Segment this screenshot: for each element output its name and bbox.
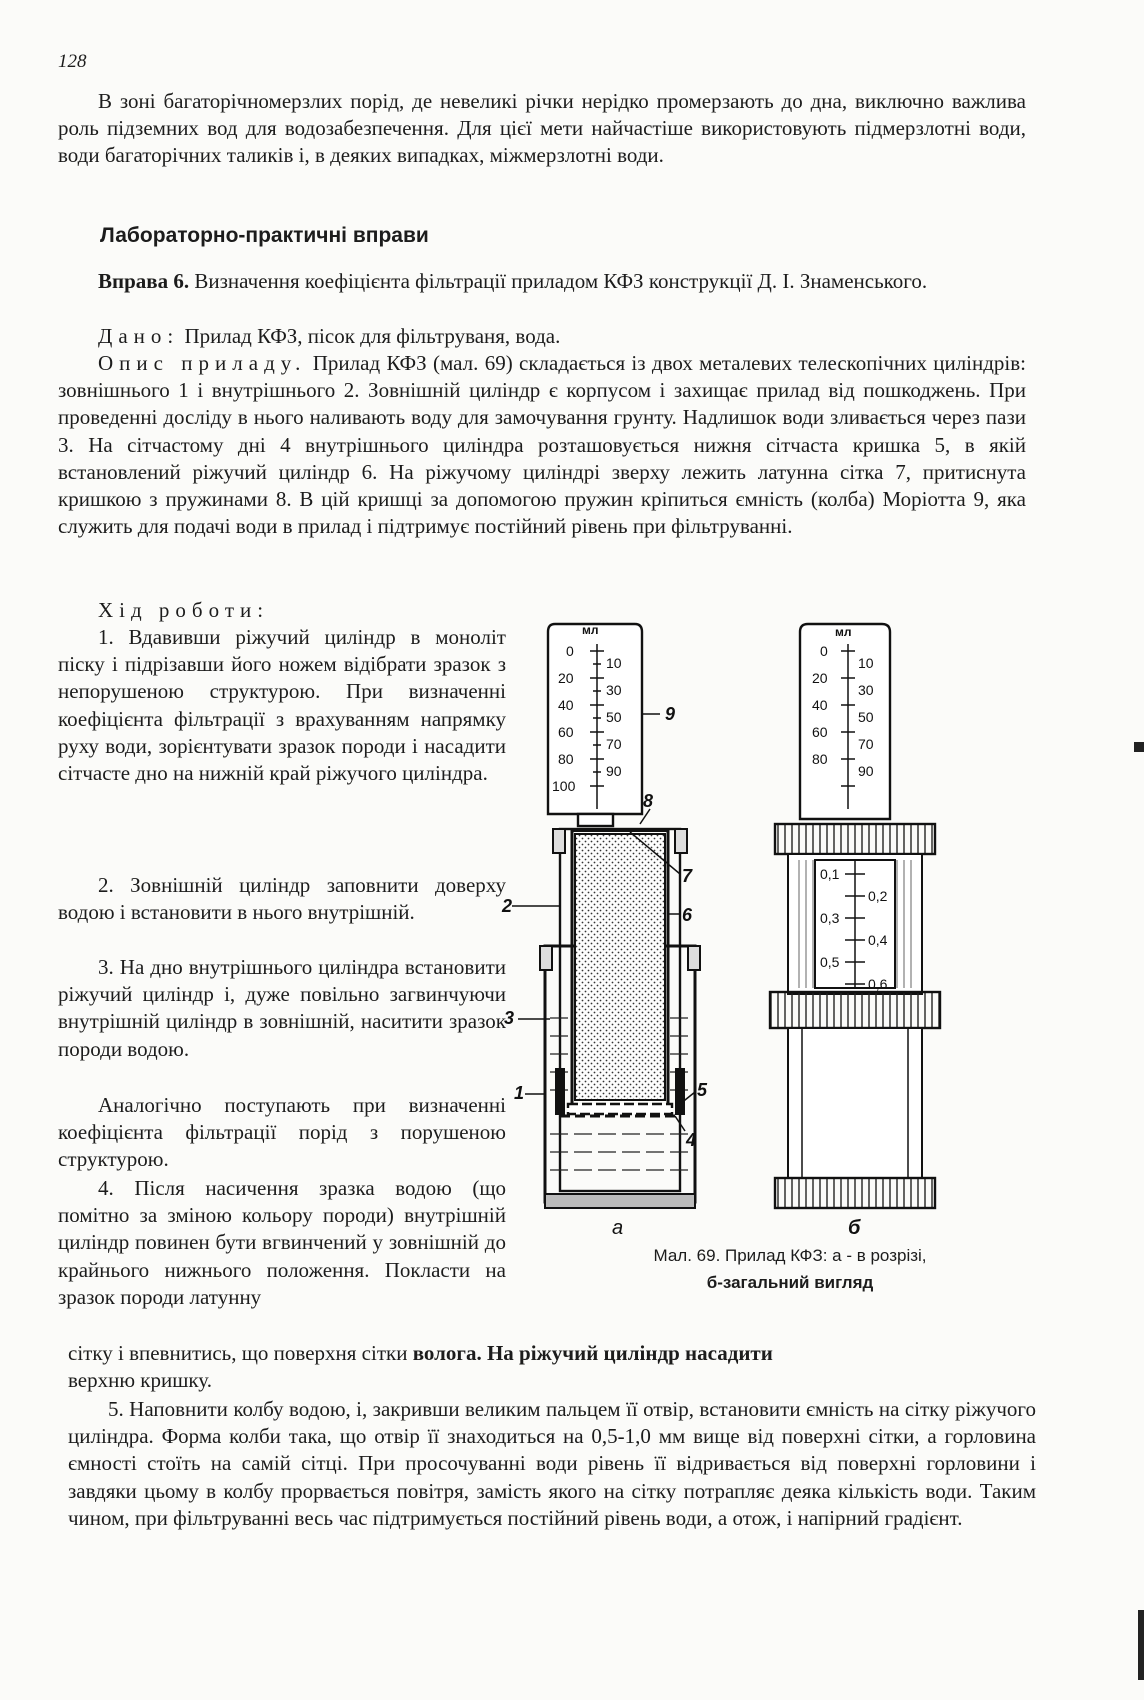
svg-text:8: 8 [643,791,654,811]
svg-text:40: 40 [558,697,574,713]
svg-text:30: 30 [858,682,874,698]
svg-text:40: 40 [812,697,828,713]
svg-text:80: 80 [812,751,828,767]
svg-text:2: 2 [502,896,513,916]
given-text: Прилад КФЗ, пісок для фільтруваня, вода. [184,324,561,348]
svg-text:80: 80 [558,751,574,767]
svg-text:60: 60 [558,724,574,740]
view-a-section [540,829,700,1208]
scan-mark [1138,1610,1144,1680]
svg-text:4: 4 [686,1130,697,1150]
exercise-paragraph [58,268,1026,295]
description-text: Прилад КФЗ (мал. 69) складається із двох металевих телескопічних циліндрів: зовнішнього 1 і внутрішнього 2. Зовнішній циліндр є корпусом і захищає прилад від пошкоджень. При проведенні досліду в нього наливають воду для замочування грунту. Надлишок води зливається через пази 3. На сітчастому дні 4 внутрішнього циліндра розташовується нижня сітчаста кришка 5, в якій встановлений ріжучий циліндр 6. На ріжучому циліндрі зверху лежить латунна сітка 7, притиснута кришкою з пружинами 8. В цій кришці за допомогою пружин кріпиться ємність (колба) Моріотта 9, яка служить для подачі води в прилад і підтримує постійний рівень при фільтруванні. [58,351,1027,539]
svg-text:0,5: 0,5 [820,954,840,970]
svg-text:0: 0 [566,643,574,659]
svg-text:0,4: 0,4 [868,932,888,948]
svg-text:70: 70 [858,736,874,752]
intro-paragraph: В зоні багаторічномерзлих порід, де невеликі річки нерідко промерзають до дна, виключно важлива роль підземних вод для водозабезпечення. Для цієї мети найчастіше використовують підмерзлотні води, води багаторічних таликів і, в деяких випадках, міжмерзлотні води. [58,89,1026,168]
view-a-label: а [612,1217,624,1239]
svg-text:0,6: 0,6 [868,976,888,992]
svg-text:6: 6 [682,905,693,925]
section-title: Лабораторно-практичні вправи [100,224,429,247]
svg-text:7: 7 [682,866,693,886]
svg-text:10: 10 [858,655,874,671]
step-5: 5. Наповнити колбу водою, і, закривши великим пальцем її отвір, встановити ємність на сітку ріжучого циліндра. Форма колби така, що отвір її знаходиться на 0,5-1,0 мм вище від поверхні сітки, а горловина ємності стоїть на самій сітці. При просочуванні води рівень її відривається від поверхні горловини і завдяки цьому в колбу прорвається повітря, замість якого на сітку потрапляє деяка кількість води. Таким чином, при фільтруванні весь час підтримується постійний рівень води, а отож, і напірний градієнт. [68,1397,1036,1530]
step-2: 2. Зовнішній циліндр заповнити доверху водою і встановити в нього внутрішній. [58,873,506,925]
svg-text:90: 90 [858,763,874,779]
description-paragraph [58,350,1026,540]
svg-text:20: 20 [812,670,828,686]
svg-text:0,3: 0,3 [820,910,840,926]
figure-caption [555,1242,1025,1296]
svg-text:10: 10 [606,655,622,671]
exercise-label: Вправа 6. [98,269,190,293]
step-4: 4. Після насичення зразка водою (що помітно за зміною кольору породи) внутрішній циліндр повинен бути вгвинчений у зовнішній до крайнього нижнього положення. Покласти на зразок породи латунну [58,1176,506,1309]
exercise-title: Визначення коефіцієнта фільтрації приладом КФЗ конструкції Д. І. Знаменського. [194,269,928,293]
svg-text:60: 60 [812,724,828,740]
svg-text:3: 3 [504,1008,515,1028]
caption-line-2: б-загальний вигляд [706,1273,874,1292]
unit-label-b: мл [835,625,852,639]
step-1: 1. Вдавивши ріжучий циліндр в моноліт піску і підрізавши його ножем відібрати зразок з непорушеною структурою. При визначенні коефіцієнта фільтрації з врахуванням напрямку руху води, зорієнтувати зразок породи і насадити сітчасте дно на нижній край ріжучого циліндра. [58,625,506,786]
step-4-continued: сітку і впевнитись, що поверхня сітки волога. На ріжучий циліндр насадити верхню кришку. [68,1341,773,1393]
svg-text:9: 9 [665,704,676,724]
svg-text:1: 1 [514,1083,525,1103]
svg-text:0,2: 0,2 [868,888,888,904]
svg-text:70: 70 [606,736,622,752]
svg-text:5: 5 [697,1080,708,1100]
given-paragraph [58,323,1026,350]
unit-label-a: мл [582,623,599,637]
procedure-label: Хід роботи: [98,598,270,622]
view-b-exterior [770,624,940,1208]
svg-text:90: 90 [606,763,622,779]
svg-text:50: 50 [606,709,622,725]
svg-text:0,1: 0,1 [820,866,840,882]
page-number: 128 [58,51,87,72]
analog-paragraph: Аналогічно поступають при визначенні коефіцієнта фільтрації порід з порушеною структурою. [58,1093,506,1172]
svg-text:0: 0 [820,643,828,659]
step-3: 3. На дно внутрішнього циліндра встановити ріжучий циліндр і, дуже повільно загвинчуючи внутрішній циліндр в зовнішній, наситити зразок породи водою. [58,955,506,1061]
given-label: Дано: [98,324,180,348]
sand-sample [575,834,665,1100]
svg-text:20: 20 [558,670,574,686]
view-b-label: б [848,1217,861,1239]
figure-kfz-device [502,623,1030,1239]
svg-text:100: 100 [552,778,576,794]
description-label: Опис приладу. [98,351,307,375]
svg-text:30: 30 [606,682,622,698]
scan-mark [1134,742,1144,752]
caption-line-1: Мал. 69. Прилад КФЗ: а - в розрізі, [653,1246,927,1265]
svg-text:50: 50 [858,709,874,725]
